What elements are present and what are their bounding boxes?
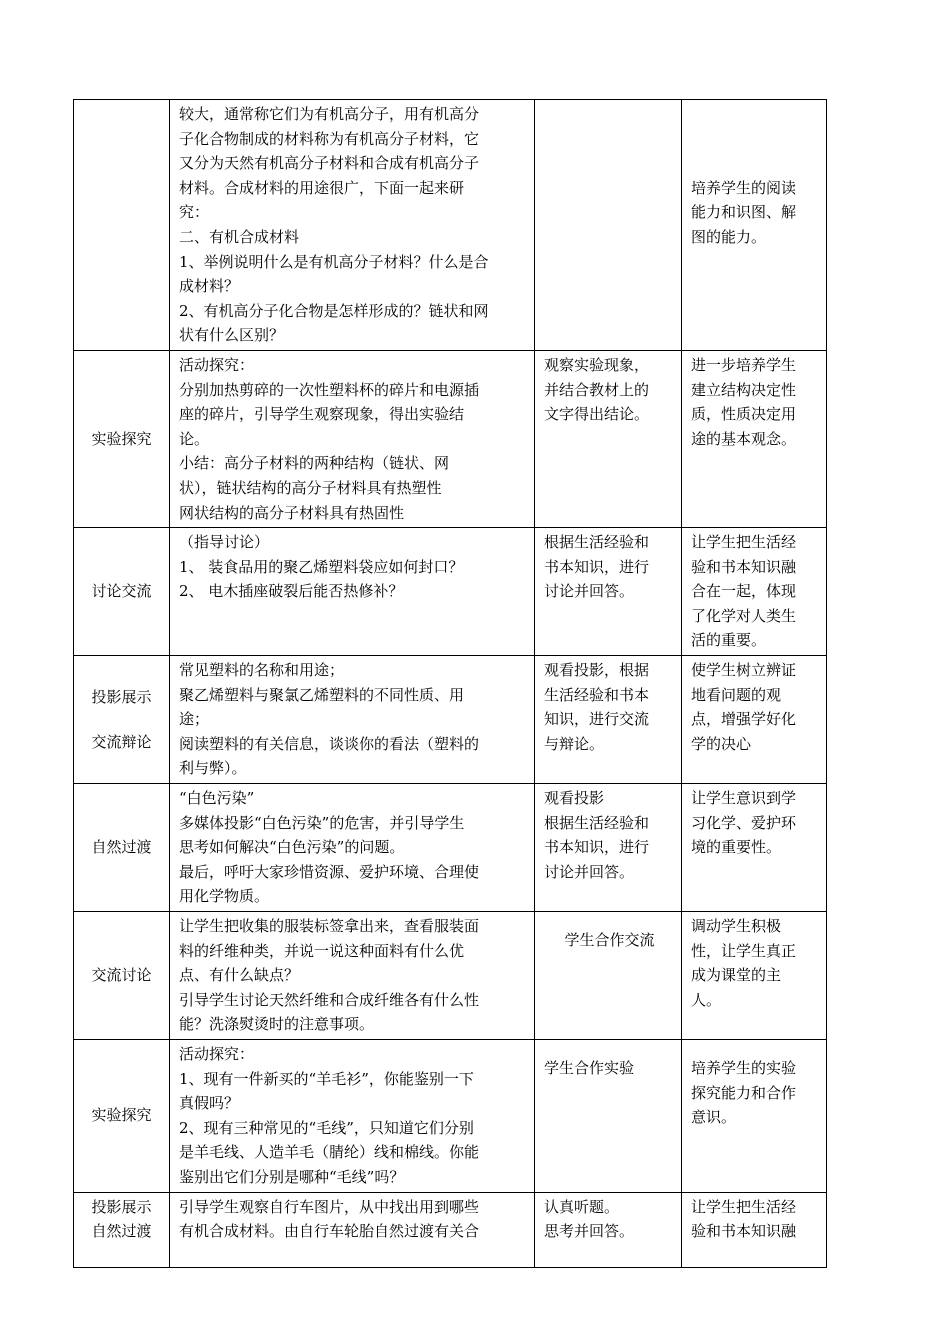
intent-line: 合在一起，体现	[691, 582, 797, 601]
intent-line: 能力和识图、解	[691, 203, 797, 222]
teacher-line: 1、举例说明什么是有机高分子材料？什么是合	[179, 252, 489, 271]
student-line: 学生合作交流	[564, 931, 655, 949]
intent-line: 使学生树立辨证	[691, 661, 797, 680]
student-line: 观看投影，根据	[544, 661, 650, 680]
intent-line: 让学生把生活经	[691, 1197, 797, 1216]
design-intent-cell	[682, 656, 827, 784]
student-line: 并结合教材上的	[544, 380, 650, 399]
intent-line: 人。	[691, 990, 722, 1009]
teacher-line: 二、有机合成材料	[179, 227, 300, 246]
intent-line: 质，性质决定用	[691, 405, 797, 424]
student-line: 书本知识，进行	[544, 838, 650, 857]
intent-line: 让学生意识到学	[691, 789, 797, 808]
student-activity-cell	[535, 350, 682, 527]
design-intent-cell	[682, 1192, 827, 1267]
intent-line: 意识。	[691, 1108, 737, 1127]
intent-line: 图的能力。	[691, 227, 767, 246]
student-line: 根据生活经验和	[544, 813, 650, 832]
teacher-activity-cell	[170, 528, 535, 656]
intent-line: 探究能力和合作	[691, 1083, 797, 1102]
teacher-line: 1、 装食品用的聚乙烯塑料袋应如何封口？	[179, 557, 464, 576]
teacher-line: 能？洗涤熨烫时的注意事项。	[179, 1015, 375, 1034]
intent-line: 进一步培养学生	[691, 355, 797, 374]
phase-cell	[74, 656, 170, 784]
intent-line: 了化学对人类生	[691, 606, 797, 625]
intent-line: 让学生把生活经	[691, 533, 797, 552]
phase-cell	[74, 100, 170, 351]
phase-cell	[74, 912, 170, 1040]
teacher-line: 较大，通常称它们为有机高分子，用有机高分	[179, 105, 480, 123]
teacher-line: 2、有机高分子化合物是怎样形成的？链状和网	[179, 301, 489, 320]
intent-line: 成为课堂的主	[691, 966, 782, 985]
phase-label: 自然过渡	[91, 1222, 152, 1241]
design-intent-cell	[682, 528, 827, 656]
student-line: 思考并回答。	[544, 1222, 635, 1241]
phase-label: 实验探究	[91, 1106, 152, 1125]
intent-line: 境的重要性。	[691, 838, 782, 857]
teacher-line: 子化合物制成的材料称为有机高分子材料，它	[179, 129, 480, 148]
teacher-line: 有机合成材料。由自行车轮胎自然过渡有关合	[179, 1222, 480, 1241]
phase-label: 讨论交流	[91, 582, 152, 601]
teacher-line: 常见塑料的名称和用途；	[179, 661, 345, 680]
student-line: 文字得出结论。	[544, 405, 650, 424]
intent-line: 学的决心	[691, 734, 752, 753]
teacher-activity-cell	[170, 784, 535, 912]
teacher-line: 座的碎片，引导学生观察现象，得出实验结	[179, 405, 465, 424]
teacher-line: 鉴别出它们分别是哪种“毛线”吗？	[179, 1167, 405, 1186]
phase-cell	[74, 528, 170, 656]
teacher-line: 状），链状结构的高分子材料具有热塑性	[179, 478, 442, 497]
table-row	[74, 350, 827, 527]
teacher-line: 活动探究：	[179, 1044, 255, 1063]
design-intent-cell	[682, 350, 827, 527]
student-activity-cell	[535, 1192, 682, 1267]
table-row	[74, 528, 827, 656]
teacher-line: 利与弊）。	[179, 759, 247, 778]
student-line: 根据生活经验和	[544, 533, 650, 552]
teacher-line: 用化学物质。	[179, 887, 270, 906]
student-line: 学生合作实验	[544, 1058, 635, 1077]
student-activity-cell	[535, 100, 682, 351]
teacher-line: 状有什么区别？	[179, 326, 285, 345]
teacher-line: 引导学生观察自行车图片，从中找出用到哪些	[179, 1197, 480, 1216]
teacher-line: 又分为天然有机高分子材料和合成有机高分子	[179, 154, 480, 173]
student-activity-cell	[535, 656, 682, 784]
intent-line: 习化学、爱护环	[691, 813, 797, 832]
table-row	[74, 784, 827, 912]
teacher-line: 活动探究：	[179, 355, 255, 374]
phase-cell	[74, 784, 170, 912]
teacher-line: 小结：高分子材料的两种结构（链状、网	[179, 454, 450, 473]
design-intent-cell	[682, 100, 827, 351]
table-row	[74, 1192, 827, 1267]
intent-line: 调动学生积极	[691, 917, 782, 935]
student-activity-cell	[535, 912, 682, 1040]
table-row	[74, 656, 827, 784]
phase-cell	[74, 350, 170, 527]
teacher-line: 究：	[179, 203, 210, 222]
teacher-line: 2、 电木插座破裂后能否热修补？	[179, 582, 404, 601]
teacher-line: 2、现有三种常见的“毛线”，只知道它们分别	[179, 1118, 474, 1137]
phase-label: 实验探究	[91, 429, 152, 448]
teacher-line: 网状结构的高分子材料具有热固性	[179, 503, 405, 522]
phase-label: 投影展示	[91, 687, 152, 706]
intent-line	[691, 127, 820, 152]
teacher-activity-cell	[170, 350, 535, 527]
design-intent-cell	[682, 1039, 827, 1192]
teacher-line: 材料。合成材料的用途很广，下面一起来研	[179, 178, 465, 197]
teacher-line: （指导讨论）	[179, 533, 270, 552]
teacher-line: 料的纤维种类，并说一说这种面料有什么优	[179, 941, 465, 960]
student-line: 书本知识，进行	[544, 557, 650, 576]
table-row	[74, 1039, 827, 1192]
teacher-activity-cell	[170, 1039, 535, 1192]
intent-line: 点，增强学好化	[691, 710, 797, 729]
teacher-line: 点、有什么缺点？	[179, 966, 300, 985]
teacher-line: 思考如何解决“白色污染”的问题。	[179, 838, 405, 857]
teacher-line: 分别加热剪碎的一次性塑料杯的碎片和电源插	[179, 380, 480, 399]
intent-line: 验和书本知识融	[691, 1222, 797, 1241]
design-intent-cell	[682, 784, 827, 912]
teacher-line: 1、现有一件新买的“羊毛衫”，你能鉴别一下	[179, 1069, 474, 1088]
intent-line: 培养学生的实验	[691, 1058, 797, 1077]
student-activity-cell	[535, 1039, 682, 1192]
student-activity-cell	[535, 784, 682, 912]
teacher-line: 多媒体投影“白色污染”的危害，并引导学生	[179, 813, 465, 832]
teacher-line: 聚乙烯塑料与聚氯乙烯塑料的不同性质、用	[179, 685, 465, 704]
design-intent-cell	[682, 912, 827, 1040]
teacher-line: 成材料？	[179, 277, 240, 296]
intent-line: 地看问题的观	[691, 685, 782, 704]
student-line: 观看投影	[544, 789, 605, 808]
student-line: 与辩论。	[544, 734, 605, 753]
student-line: 知识，进行交流	[544, 710, 650, 729]
intent-line: 验和书本知识融	[691, 557, 797, 576]
student-line: 观察实验现象，	[544, 355, 650, 374]
teacher-activity-cell	[170, 1192, 535, 1267]
student-line: 讨论并回答。	[544, 862, 635, 881]
intent-line	[691, 102, 820, 127]
teacher-line: 是羊毛线、人造羊毛（腈纶）线和棉线。你能	[179, 1143, 480, 1162]
phase-cell	[74, 1039, 170, 1192]
intent-line: 建立结构决定性	[691, 380, 797, 399]
teacher-line: 让学生把收集的服装标签拿出来，查看服装面	[179, 917, 480, 935]
student-line: 生活经验和书本	[544, 685, 650, 704]
phase-label: 自然过渡	[91, 838, 152, 857]
student-activity-cell	[535, 528, 682, 656]
student-line: 认真听题。	[544, 1197, 620, 1216]
intent-line	[691, 151, 820, 176]
teacher-activity-cell	[170, 912, 535, 1040]
phase-label: 投影展示	[91, 1197, 152, 1216]
intent-line: 途的基本观念。	[691, 429, 797, 448]
intent-line: 培养学生的阅读	[691, 178, 797, 197]
phase-label: 交流讨论	[91, 966, 152, 985]
table-row	[74, 100, 827, 351]
phase-label: 交流辩论	[91, 732, 152, 751]
intent-line: 活的重要。	[691, 631, 767, 650]
teacher-activity-cell	[170, 100, 535, 351]
teacher-line: 最后，呼吁大家珍惜资源、爱护环境、合理使	[179, 862, 480, 881]
lesson-plan-table	[73, 99, 827, 1268]
teacher-line: “白色污染”	[179, 789, 255, 808]
teacher-activity-cell	[170, 656, 535, 784]
intent-line: 性，让学生真正	[691, 941, 797, 960]
table-row	[74, 912, 827, 1040]
student-line: 讨论并回答。	[544, 582, 635, 601]
teacher-line: 途；	[179, 710, 210, 729]
phase-cell	[74, 1192, 170, 1267]
teacher-line: 真假吗？	[179, 1094, 240, 1113]
teacher-line: 引导学生讨论天然纤维和合成纤维各有什么性	[179, 990, 480, 1009]
teacher-line: 阅读塑料的有关信息，谈谈你的看法（塑料的	[179, 734, 480, 753]
teacher-line: 论。	[179, 429, 210, 448]
